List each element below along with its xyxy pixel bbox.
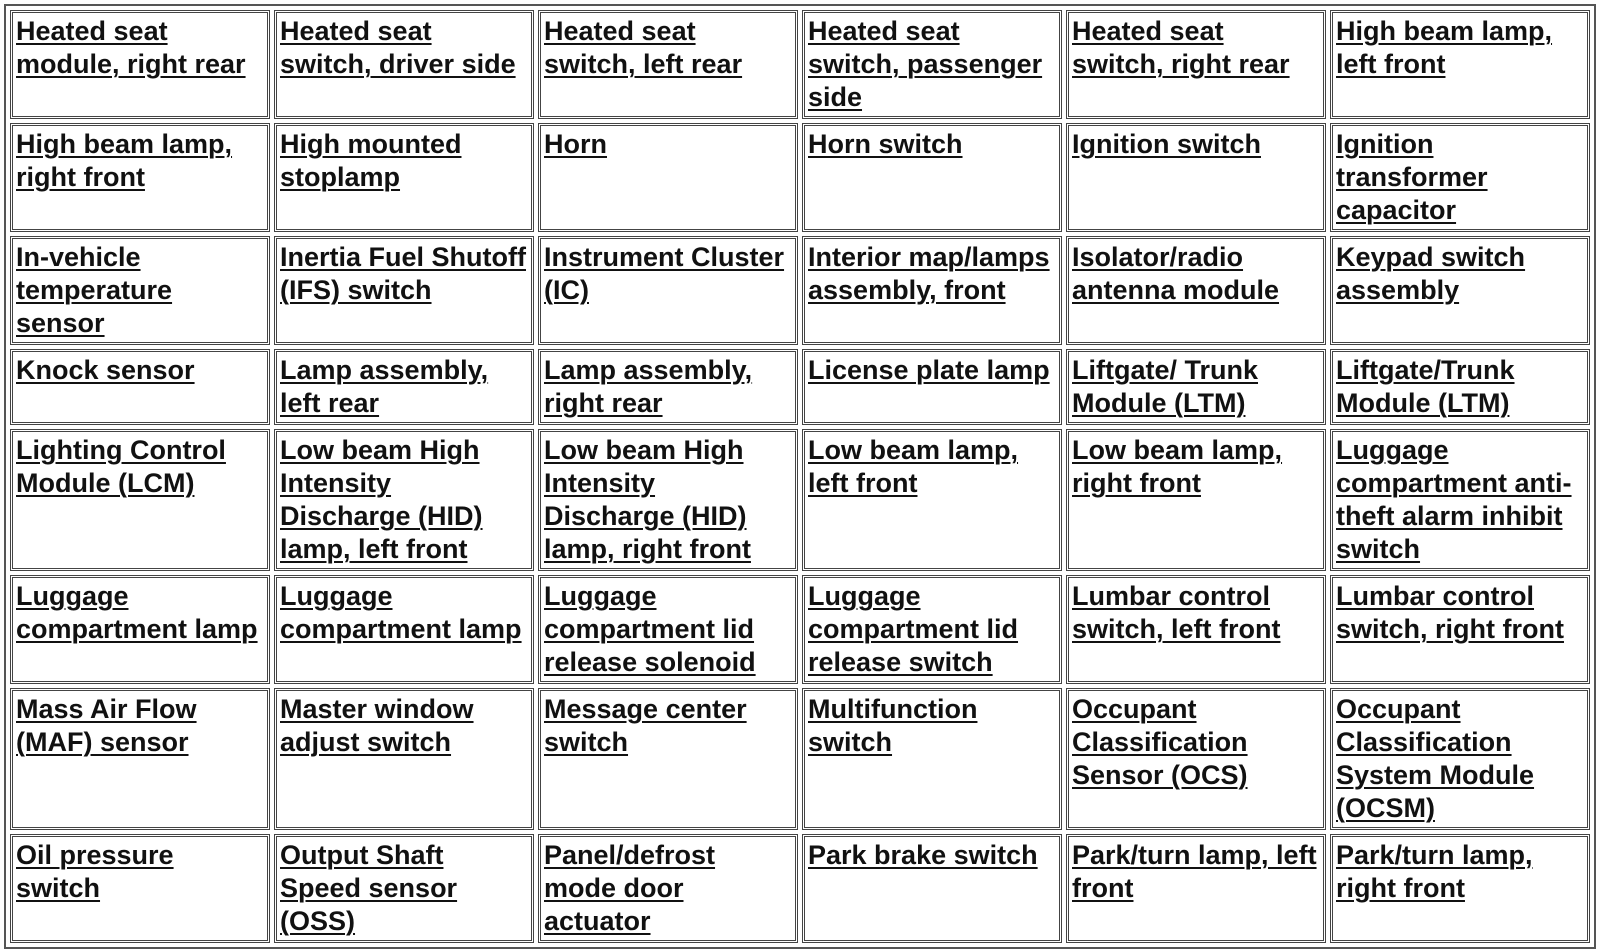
table-cell bbox=[538, 429, 798, 571]
component-link[interactable]: Luggage compartment lid release solenoid bbox=[544, 581, 756, 677]
component-link[interactable]: Multifunction switch bbox=[808, 694, 978, 757]
component-link[interactable]: Luggage compartment anti-theft alarm inhibit switch bbox=[1336, 435, 1572, 564]
component-link[interactable]: Keypad switch assembly bbox=[1336, 242, 1526, 305]
table-cell bbox=[802, 10, 1062, 119]
table-cell bbox=[10, 575, 270, 684]
table-row bbox=[10, 688, 1590, 830]
table-cell bbox=[1330, 575, 1590, 684]
table-cell bbox=[802, 123, 1062, 232]
component-link[interactable]: Master window adjust switch bbox=[280, 694, 474, 757]
table-cell bbox=[802, 349, 1062, 425]
table-cell bbox=[1066, 575, 1326, 684]
table-cell bbox=[802, 834, 1062, 943]
table-cell bbox=[274, 834, 534, 943]
table-cell bbox=[1330, 429, 1590, 571]
component-link[interactable]: Horn bbox=[544, 129, 607, 159]
component-link[interactable]: High mounted stoplamp bbox=[280, 129, 462, 192]
component-link[interactable]: Heated seat switch, driver side bbox=[280, 16, 516, 79]
component-link[interactable]: In-vehicle temperature sensor bbox=[16, 242, 173, 338]
table-cell bbox=[802, 429, 1062, 571]
component-index-table bbox=[4, 4, 1596, 949]
table-cell bbox=[1066, 688, 1326, 830]
table-cell bbox=[10, 429, 270, 571]
table-body bbox=[10, 10, 1590, 943]
component-link[interactable]: Interior map/lamps assembly, front bbox=[808, 242, 1050, 305]
table-cell bbox=[802, 575, 1062, 684]
component-link[interactable]: Mass Air Flow (MAF) sensor bbox=[16, 694, 197, 757]
table-cell bbox=[1066, 10, 1326, 119]
component-link[interactable]: Knock sensor bbox=[16, 355, 195, 385]
table-row bbox=[10, 349, 1590, 425]
table-cell bbox=[274, 575, 534, 684]
table-cell bbox=[1330, 10, 1590, 119]
table-cell bbox=[10, 10, 270, 119]
table-row bbox=[10, 834, 1590, 943]
component-link[interactable]: Ignition switch bbox=[1072, 129, 1261, 159]
table-cell bbox=[1330, 834, 1590, 943]
table-cell bbox=[1066, 349, 1326, 425]
table-row bbox=[10, 236, 1590, 345]
component-link[interactable]: Low beam lamp, left front bbox=[808, 435, 1019, 498]
table-cell bbox=[274, 236, 534, 345]
component-link[interactable]: High beam lamp, left front bbox=[1336, 16, 1553, 79]
component-link[interactable]: Park/turn lamp, right front bbox=[1336, 840, 1533, 903]
table-row bbox=[10, 575, 1590, 684]
table-cell bbox=[274, 10, 534, 119]
table-cell bbox=[274, 429, 534, 571]
table-cell bbox=[274, 349, 534, 425]
component-link[interactable]: Oil pressure switch bbox=[16, 840, 174, 903]
table-cell bbox=[538, 349, 798, 425]
table-cell bbox=[10, 688, 270, 830]
component-link[interactable]: Lumbar control switch, left front bbox=[1072, 581, 1281, 644]
table-cell bbox=[1330, 349, 1590, 425]
table-cell bbox=[538, 688, 798, 830]
table-cell bbox=[10, 834, 270, 943]
component-link[interactable]: Liftgate/ Trunk Module (LTM) bbox=[1072, 355, 1259, 418]
component-link[interactable]: Lamp assembly, right rear bbox=[544, 355, 753, 418]
table-cell bbox=[1066, 123, 1326, 232]
table-cell bbox=[1330, 236, 1590, 345]
component-link[interactable]: Lumbar control switch, right front bbox=[1336, 581, 1564, 644]
table-cell bbox=[1066, 236, 1326, 345]
component-link[interactable]: Lighting Control Module (LCM) bbox=[16, 435, 226, 498]
component-link[interactable]: Heated seat switch, right rear bbox=[1072, 16, 1290, 79]
table-cell bbox=[274, 123, 534, 232]
table-cell bbox=[1066, 429, 1326, 571]
component-link[interactable]: License plate lamp bbox=[808, 355, 1050, 385]
component-link[interactable]: Ignition transformer capacitor bbox=[1336, 129, 1488, 225]
component-link[interactable]: Panel/defrost mode door actuator bbox=[544, 840, 716, 936]
component-link[interactable]: Luggage compartment lamp bbox=[16, 581, 258, 644]
component-link[interactable]: Luggage compartment lamp bbox=[280, 581, 522, 644]
component-link[interactable]: Instrument Cluster (IC) bbox=[544, 242, 785, 305]
table-cell bbox=[10, 236, 270, 345]
component-link[interactable]: Low beam lamp, right front bbox=[1072, 435, 1283, 498]
component-link[interactable]: Park brake switch bbox=[808, 840, 1038, 870]
component-link[interactable]: Heated seat switch, passenger side bbox=[808, 16, 1043, 112]
component-link[interactable]: High beam lamp, right front bbox=[16, 129, 233, 192]
table-cell bbox=[1330, 688, 1590, 830]
component-link[interactable]: Isolator/radio antenna module bbox=[1072, 242, 1280, 305]
component-link[interactable]: Heated seat module, right rear bbox=[16, 16, 246, 79]
table-row bbox=[10, 429, 1590, 571]
component-link[interactable]: Liftgate/Trunk Module (LTM) bbox=[1336, 355, 1515, 418]
table-cell bbox=[274, 688, 534, 830]
table-cell bbox=[538, 575, 798, 684]
component-link[interactable]: Low beam High Intensity Discharge (HID) lamp, left front bbox=[280, 435, 483, 564]
component-link[interactable]: Message center switch bbox=[544, 694, 747, 757]
component-link[interactable]: Horn switch bbox=[808, 129, 963, 159]
table-cell bbox=[538, 10, 798, 119]
component-link[interactable]: Low beam High Intensity Discharge (HID) lamp, right front bbox=[544, 435, 751, 564]
component-link[interactable]: Luggage compartment lid release switch bbox=[808, 581, 1019, 677]
component-link[interactable]: Lamp assembly, left rear bbox=[280, 355, 489, 418]
table-cell bbox=[802, 236, 1062, 345]
component-link[interactable]: Inertia Fuel Shutoff (IFS) switch bbox=[280, 242, 526, 305]
table-cell bbox=[538, 123, 798, 232]
component-link[interactable]: Output Shaft Speed sensor (OSS) bbox=[280, 840, 458, 936]
table-cell bbox=[538, 236, 798, 345]
component-link[interactable]: Heated seat switch, left rear bbox=[544, 16, 743, 79]
component-link[interactable]: Occupant Classification Sensor (OCS) bbox=[1072, 694, 1248, 790]
component-link[interactable]: Park/turn lamp, left front bbox=[1072, 840, 1317, 903]
table-cell bbox=[1330, 123, 1590, 232]
table-cell bbox=[1066, 834, 1326, 943]
table-cell bbox=[10, 123, 270, 232]
table-cell bbox=[538, 834, 798, 943]
component-link[interactable]: Occupant Classification System Module (OCSM) bbox=[1336, 694, 1535, 823]
table-cell bbox=[10, 349, 270, 425]
table-row bbox=[10, 10, 1590, 119]
table-cell bbox=[802, 688, 1062, 830]
table-row bbox=[10, 123, 1590, 232]
